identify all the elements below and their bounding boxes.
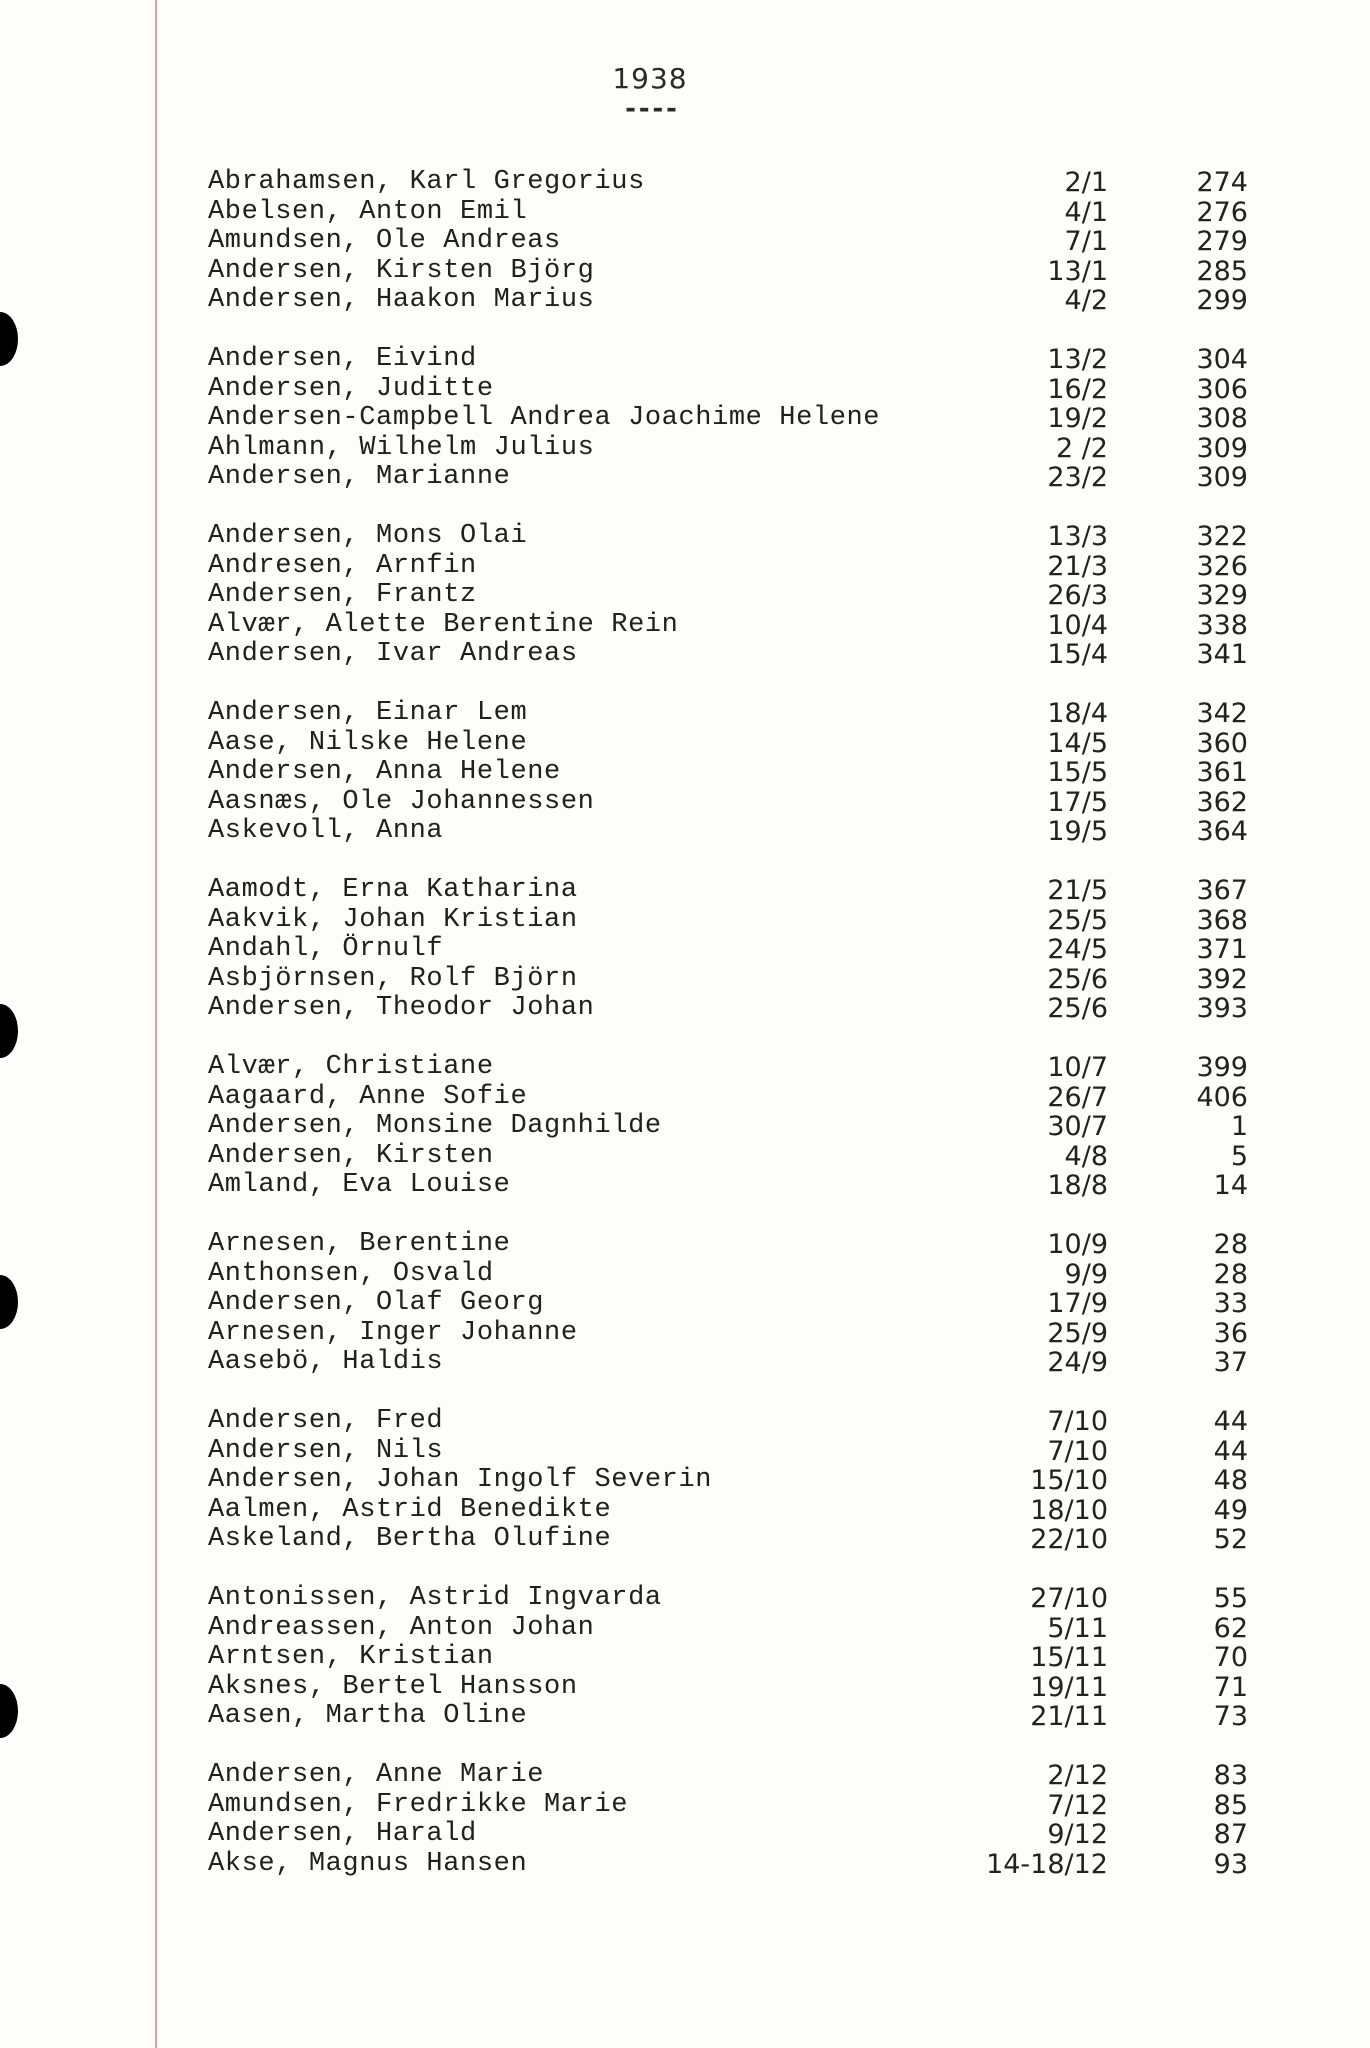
entry-date: 15/10 [1030,1465,1108,1496]
entry-date: 17/5 [1047,786,1108,818]
entry-row [0,817,1370,847]
entry-number: 28 [1213,1229,1248,1260]
entry-name: Askeland, Bertha Olufine [208,1524,612,1554]
entry-name: Antonissen, Astrid Ingvarda [208,1583,662,1613]
entry-number: 309 [1196,462,1248,493]
entry-row [0,1407,1370,1437]
entry-row [0,581,1370,611]
entry-date: 25/6 [1047,963,1108,995]
entry-date: 10/9 [1047,1229,1108,1260]
entry-name: Alvær, Alette Berentine Rein [208,609,679,640]
entry-name: Andersen, Mons Olai [208,521,528,551]
entry-date: 25/9 [1047,1317,1108,1349]
entry-number: 44 [1213,1406,1248,1437]
entry-date: 7/10 [1047,1406,1108,1437]
entry-row [0,1791,1370,1821]
entry-group [0,522,1370,670]
entry-date: 10/7 [1047,1052,1108,1083]
entry-name: Akse, Magnus Hansen [208,1848,528,1879]
entry-date: 15/5 [1047,757,1108,788]
entry-row [0,994,1370,1024]
entry-name: Aase, Nilske Helene [208,727,528,758]
entry-date: 26/3 [1047,580,1108,611]
entry-row [0,906,1370,936]
entry-name: Andersen, Marianne [208,462,511,492]
entry-number: 361 [1196,757,1248,788]
entry-row [0,611,1370,641]
entry-name: Arnesen, Inger Johanne [208,1317,578,1348]
entry-row [0,1761,1370,1791]
entry-row [0,1850,1370,1880]
entry-name: Aasnæs, Ole Johannessen [208,786,595,817]
entry-row [0,1083,1370,1113]
entry-name: Andersen, Juditte [208,373,494,404]
entry-number: 71 [1213,1671,1248,1703]
entry-row [0,1260,1370,1290]
entry-number: 28 [1213,1258,1248,1290]
entry-date: 16/2 [1047,373,1108,405]
entry-name: Andersen, Johan Ingolf Severin [208,1465,713,1495]
entry-date: 14/5 [1047,727,1108,759]
entry-row [0,434,1370,464]
entry-name: Aamodt, Erna Katharina [208,875,578,905]
entry-date: 4/1 [1064,196,1108,228]
entry-number: 360 [1196,727,1248,759]
entry-name: Abelsen, Anton Emil [208,196,528,227]
entry-name: Arntsen, Kristian [208,1642,494,1672]
entry-number: 309 [1196,432,1248,464]
entry-name: Amundsen, Ole Andreas [208,226,561,256]
entry-number: 55 [1213,1583,1248,1614]
entry-row [0,1289,1370,1319]
entry-date: 25/5 [1047,904,1108,936]
entry-row [0,1496,1370,1526]
entry-name: Andersen, Theodor Johan [208,993,595,1023]
entry-name: Alvær, Christiane [208,1052,494,1082]
entry-number: 37 [1213,1347,1248,1378]
entry-number: 48 [1213,1465,1248,1496]
entry-name: Arnesen, Berentine [208,1229,511,1259]
entry-date: 13/1 [1047,255,1108,287]
entry-row [0,375,1370,405]
entry-number: 362 [1196,786,1248,818]
entry-name: Aasebö, Haldis [208,1347,444,1377]
entry-date: 21/5 [1047,875,1108,906]
entry-group [0,876,1370,1024]
entry-name: Andersen, Anna Helene [208,757,561,787]
entry-name: Andersen, Monsine Dagnhilde [208,1111,662,1141]
entry-row [0,1584,1370,1614]
entry-number: 73 [1213,1701,1248,1732]
entry-date: 23/2 [1047,462,1108,493]
entry-name: Askevoll, Anna [208,816,444,846]
entry-number: 83 [1213,1760,1248,1791]
entry-number: 406 [1196,1081,1248,1113]
entry-name: Andersen, Einar Lem [208,698,528,728]
entry-date: 4/8 [1064,1140,1108,1172]
entry-number: 393 [1196,993,1248,1024]
entry-name: Andreassen, Anton Johan [208,1612,595,1643]
entry-date: 21/11 [1030,1701,1108,1732]
entry-row [0,699,1370,729]
entry-row [0,788,1370,818]
entry-group [0,345,1370,493]
entry-row [0,227,1370,257]
entry-number: 52 [1213,1524,1248,1555]
entry-number: 36 [1213,1317,1248,1349]
entry-number: 285 [1196,255,1248,287]
entry-date: 9/9 [1064,1258,1108,1290]
entry-name: Asbjörnsen, Rolf Björn [208,963,578,994]
entry-row [0,1230,1370,1260]
entry-row [0,463,1370,493]
entry-date: 7/12 [1047,1789,1108,1821]
entry-group [0,699,1370,847]
entry-number: 399 [1196,1052,1248,1083]
entry-name: Andersen, Eivind [208,344,477,374]
entry-group [0,1584,1370,1732]
entry-number: 5 [1230,1140,1248,1172]
entry-number: 62 [1213,1612,1248,1644]
entry-row [0,286,1370,316]
entry-name: Andersen, Olaf Georg [208,1288,545,1318]
entry-name: Aakvik, Johan Kristian [208,904,578,935]
entry-date: 4/2 [1064,285,1108,316]
entry-row [0,1319,1370,1349]
entry-list [0,168,1370,1909]
entry-name: Andersen-Campbell Andrea Joachime Helene [208,403,881,433]
entry-number: 299 [1196,285,1248,316]
entry-row [0,965,1370,995]
entry-number: 274 [1196,167,1248,198]
entry-row [0,257,1370,287]
entry-date: 14-18/12 [986,1848,1108,1880]
entry-number: 49 [1213,1494,1248,1526]
entry-number: 371 [1196,934,1248,965]
entry-date: 17/9 [1047,1288,1108,1319]
entry-number: 341 [1196,639,1248,670]
entry-date: 26/7 [1047,1081,1108,1113]
entry-date: 19/11 [1030,1671,1108,1703]
entry-date: 27/10 [1030,1583,1108,1614]
entry-number: 1 [1230,1111,1248,1142]
entry-row [0,935,1370,965]
entry-row [0,1348,1370,1378]
entry-row [0,758,1370,788]
entry-date: 18/8 [1047,1170,1108,1201]
entry-number: 279 [1196,226,1248,257]
entry-name: Andersen, Nils [208,1435,444,1466]
entry-date: 10/4 [1047,609,1108,641]
entry-row [0,1820,1370,1850]
entry-row [0,1702,1370,1732]
entry-name: Andersen, Harald [208,1819,477,1849]
entry-date: 13/2 [1047,344,1108,375]
entry-name: Andresen, Arnfin [208,550,477,581]
entry-name: Andersen, Kirsten Björg [208,255,595,286]
entry-row [0,640,1370,670]
entry-date: 7/1 [1064,226,1108,257]
entry-date: 18/10 [1030,1494,1108,1526]
entry-name: Andersen, Fred [208,1406,444,1436]
entry-date: 7/10 [1047,1435,1108,1467]
entry-number: 304 [1196,344,1248,375]
entry-date: 19/5 [1047,816,1108,847]
entry-name: Andersen, Kirsten [208,1140,494,1171]
entry-number: 87 [1213,1819,1248,1850]
entry-row [0,1112,1370,1142]
entry-date: 21/3 [1047,550,1108,582]
entry-name: Aagaard, Anne Sofie [208,1081,528,1112]
entry-row [0,1614,1370,1644]
entry-name: Amundsen, Fredrikke Marie [208,1789,629,1820]
entry-date: 22/10 [1030,1524,1108,1555]
entry-number: 364 [1196,816,1248,847]
entry-date: 9/12 [1047,1819,1108,1850]
entry-number: 33 [1213,1288,1248,1319]
entry-name: Andersen, Anne Marie [208,1760,545,1790]
entry-name: Aasen, Martha Oline [208,1701,528,1731]
entry-row [0,1643,1370,1673]
entry-date: 24/9 [1047,1347,1108,1378]
entry-number: 338 [1196,609,1248,641]
entry-number: 342 [1196,698,1248,729]
entry-date: 30/7 [1047,1111,1108,1142]
entry-row [0,1466,1370,1496]
entry-row [0,876,1370,906]
entry-name: Andersen, Ivar Andreas [208,639,578,669]
entry-date: 13/3 [1047,521,1108,552]
entry-row [0,1437,1370,1467]
entry-date: 2/1 [1064,167,1108,198]
entry-number: 329 [1196,580,1248,611]
entry-number: 326 [1196,550,1248,582]
entry-date: 2 /2 [1055,432,1108,464]
entry-number: 85 [1213,1789,1248,1821]
entry-number: 93 [1213,1848,1248,1880]
entry-name: Andersen, Frantz [208,580,477,610]
entry-row [0,1142,1370,1172]
entry-name: Andersen, Haakon Marius [208,285,595,315]
page-year: 1938 [612,62,688,95]
entry-date: 25/6 [1047,993,1108,1024]
entry-row [0,1673,1370,1703]
entry-group [0,168,1370,316]
entry-row [0,1171,1370,1201]
entry-number: 308 [1196,403,1248,434]
entry-name: Aksnes, Bertel Hansson [208,1671,578,1702]
entry-name: Aalmen, Astrid Benedikte [208,1494,612,1525]
entry-date: 2/12 [1047,1760,1108,1791]
year-underline: ---- [622,94,678,124]
entry-name: Amland, Eva Louise [208,1170,511,1200]
entry-row [0,552,1370,582]
entry-row [0,404,1370,434]
entry-group [0,1761,1370,1879]
entry-number: 306 [1196,373,1248,405]
entry-date: 5/11 [1047,1612,1108,1644]
entry-date: 24/5 [1047,934,1108,965]
entry-date: 18/4 [1047,698,1108,729]
entry-row [0,198,1370,228]
entry-number: 44 [1213,1435,1248,1467]
entry-row [0,1053,1370,1083]
entry-group [0,1407,1370,1555]
entry-number: 368 [1196,904,1248,936]
entry-group [0,1053,1370,1201]
entry-name: Abrahamsen, Karl Gregorius [208,167,645,197]
entry-date: 15/11 [1030,1642,1108,1673]
entry-group [0,1230,1370,1378]
entry-name: Andahl, Örnulf [208,934,444,964]
entry-number: 70 [1213,1642,1248,1673]
entry-row [0,345,1370,375]
entry-row [0,1525,1370,1555]
entry-name: Ahlmann, Wilhelm Julius [208,432,595,463]
entry-number: 367 [1196,875,1248,906]
entry-date: 19/2 [1047,403,1108,434]
entry-date: 15/4 [1047,639,1108,670]
entry-number: 392 [1196,963,1248,995]
entry-number: 322 [1196,521,1248,552]
entry-row [0,522,1370,552]
entry-name: Anthonsen, Osvald [208,1258,494,1289]
entry-number: 14 [1213,1170,1248,1201]
entry-row [0,729,1370,759]
entry-row [0,168,1370,198]
entry-number: 276 [1196,196,1248,228]
